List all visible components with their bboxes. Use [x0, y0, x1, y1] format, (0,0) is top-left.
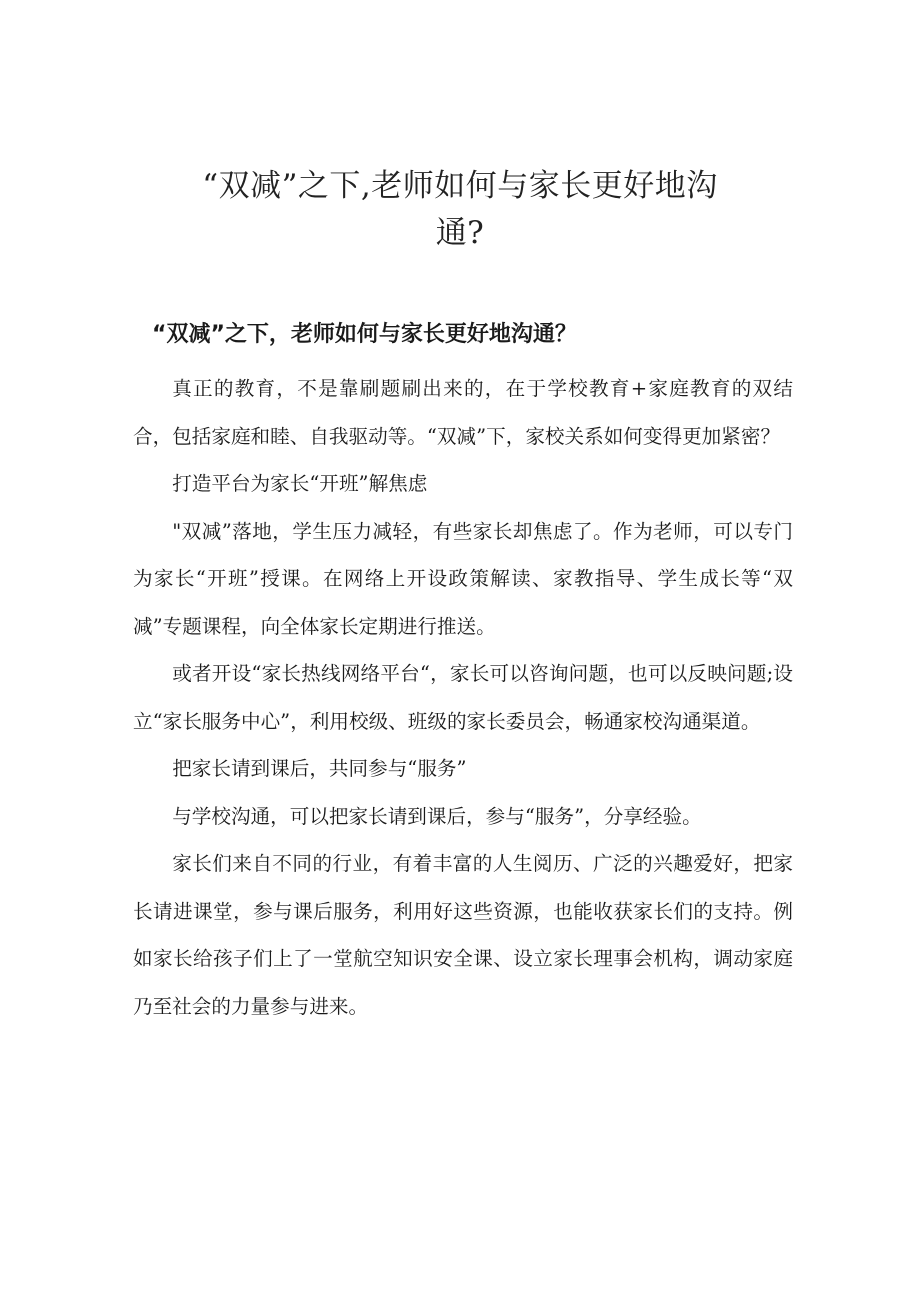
paragraph-service-2: 家长们来自不同的行业，有着丰富的人生阅历、广泛的兴趣爱好，把家长请进课堂，参与课后服务，利用好这些资源，也能收获家长们的支持。例如家长给孩子们上了一堂航空知识安全课、设立家长理事会机构，调动家庭乃至社会的力量参与进来。 [133, 852, 793, 1018]
paragraph-platform-1: "双减”落地，学生压力减轻，有些家长却焦虑了。作为老师，可以专门为家长“开班”授课。在网络上开设政策解读、家教指导、学生成长等“双减”专题课程，向全体家长定期进行推送。 [133, 519, 793, 638]
section-heading-platform: 打造平台为家长“开班”解焦虑 [172, 472, 428, 495]
paragraph-intro: 真正的教育，不是靠刷题刷出来的，在于学校教育+家庭教育的双结合，包括家庭和睦、自我驱动等。“双减”下，家校关系如何变得更加紧密？ [133, 377, 793, 448]
article-heading: “双减”之下，老师如何与家长更好地沟通？ [152, 322, 577, 347]
paragraph-service-1: 与学校沟通，可以把家长请到课后，参与“服务”，分享经验。 [172, 804, 702, 828]
section-heading-service: 把家长请到课后，共同参与“服务” [172, 757, 467, 780]
document-title-line-2: 通? [435, 215, 485, 251]
document-title-line-1: “双减”之下,老师如何与家长更好地沟 [202, 168, 718, 204]
article-body [133, 365, 793, 1030]
paragraph-platform-2: 或者开设“家长热线网络平台“，家长可以咨询问题，也可以反映问题;设立“家长服务中心”，利用校级、班级的家长委员会，畅通家校沟通渠道。 [133, 662, 793, 733]
document-title [0, 163, 920, 257]
